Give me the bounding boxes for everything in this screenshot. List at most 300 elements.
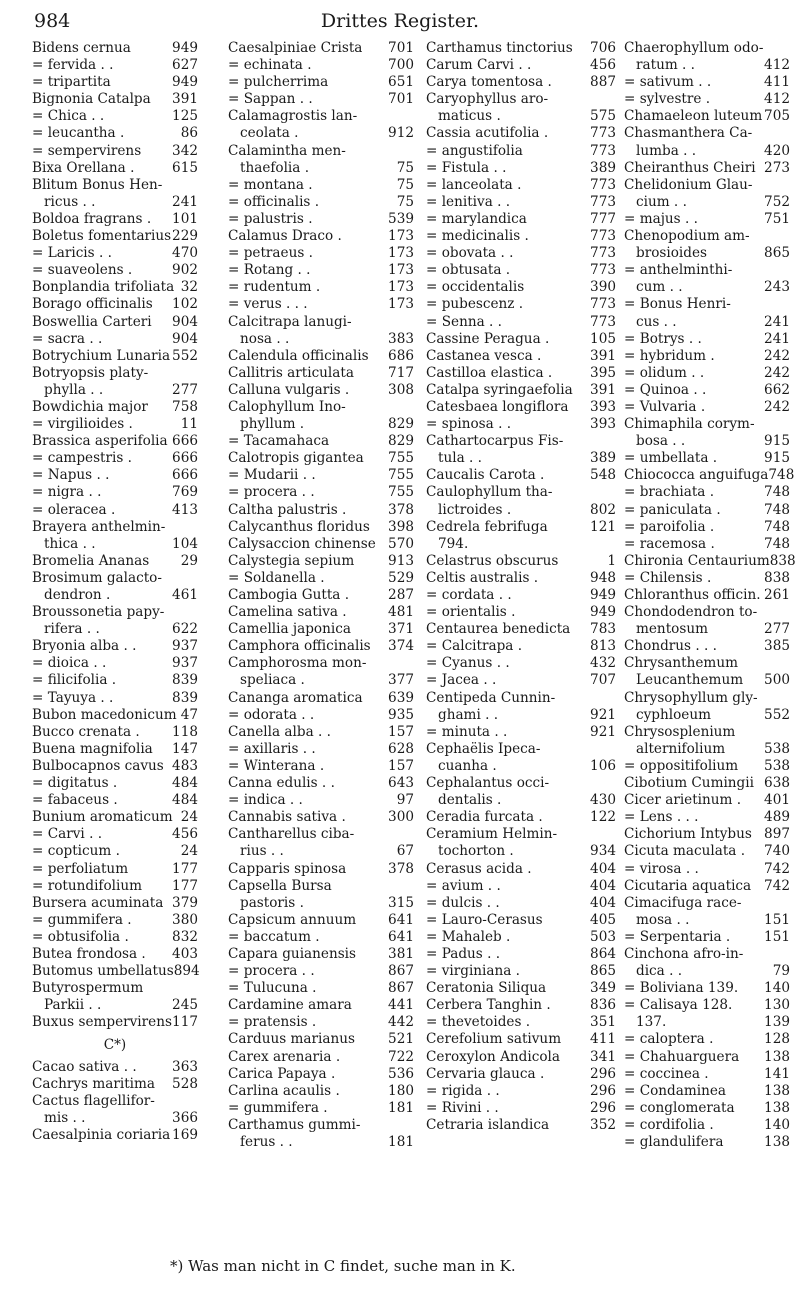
entry-term: Cicer arietinum .	[624, 792, 742, 809]
entry-term: Borago officinalis	[32, 296, 153, 313]
entry-term: Canella alba . .	[228, 723, 331, 740]
index-entry	[426, 980, 616, 997]
entry-page-number: 241	[764, 330, 790, 347]
index-entry	[426, 211, 616, 228]
entry-page-number: 169	[172, 1126, 198, 1143]
index-entry	[228, 91, 414, 108]
entry-page-number: 748	[764, 501, 790, 518]
entry-page-number: 802	[590, 501, 616, 518]
entry-page-number: 552	[764, 706, 790, 723]
entry-term: = sacra . .	[32, 330, 103, 347]
index-column-2	[228, 40, 414, 1151]
entry-page-number: 125	[172, 108, 198, 125]
index-entry	[624, 946, 790, 963]
index-entry	[426, 314, 616, 331]
entry-page-number: 1	[607, 552, 616, 569]
entry-page-number: 101	[172, 210, 198, 227]
entry-page-number: 484	[172, 792, 198, 809]
entry-page-number: 75	[396, 176, 414, 193]
index-entry	[426, 997, 616, 1014]
entry-term: mentosum	[636, 621, 708, 638]
index-entry	[32, 382, 198, 399]
index-entry	[426, 707, 616, 724]
entry-term: Cephalantus occi-	[426, 775, 550, 792]
entry-term: Cactus flagellifor-	[32, 1092, 155, 1109]
entry-page-number: 627	[172, 57, 198, 74]
entry-term: Butea frondosa .	[32, 945, 146, 962]
entry-term: = pubescenz .	[426, 296, 524, 313]
index-entry	[624, 1031, 790, 1048]
entry-page-number: 701	[388, 91, 414, 108]
index-entry	[426, 348, 616, 365]
entry-page-number: 470	[172, 245, 198, 262]
index-entry	[426, 946, 616, 963]
entry-page-number: 363	[172, 1058, 198, 1075]
entry-page-number: 740	[764, 843, 790, 860]
entry-term: Calysaccion chinense	[228, 535, 376, 552]
entry-page-number: 173	[388, 245, 414, 262]
index-entry	[32, 690, 198, 707]
index-entry	[624, 484, 790, 501]
entry-term: Bubon macedonicum	[32, 706, 177, 723]
index-entry	[624, 143, 790, 160]
entry-page-number: 117	[172, 1014, 198, 1031]
entry-term: = lanceolata .	[426, 176, 522, 193]
entry-term: = sylvestre .	[624, 91, 711, 108]
entry-term: lictroides .	[438, 501, 512, 518]
index-entry	[32, 826, 198, 843]
index-entry	[426, 861, 616, 878]
index-entry	[228, 177, 414, 194]
entry-term: = officinalis .	[228, 193, 320, 210]
index-entry	[624, 211, 790, 228]
index-entry	[624, 365, 790, 382]
index-entry	[624, 758, 790, 775]
index-entry	[228, 861, 414, 878]
entry-term: = oppositifolium	[624, 757, 739, 774]
index-entry	[228, 672, 414, 689]
entry-term: Cerasus acida .	[426, 860, 532, 877]
entry-term: Callitris articulata	[228, 364, 354, 381]
entry-term: = Vulvaria .	[624, 398, 706, 415]
index-entry	[228, 655, 414, 672]
index-entry	[624, 331, 790, 348]
entry-page-number: 829	[388, 433, 414, 450]
entry-page-number: 707	[590, 672, 616, 689]
entry-term: Calystegia sepium	[228, 552, 355, 569]
entry-page-number: 622	[172, 621, 198, 638]
entry-page-number: 489	[764, 809, 790, 826]
entry-page-number: 456	[590, 57, 616, 74]
entry-page-number: 948	[590, 569, 616, 586]
index-entry	[426, 1100, 616, 1117]
index-entry	[426, 621, 616, 638]
entry-term: Calendula officinalis	[228, 347, 369, 364]
index-entry	[624, 775, 790, 792]
entry-page-number: 287	[388, 587, 414, 603]
entry-page-number: 865	[764, 245, 790, 262]
entry-page-number: 141	[764, 1065, 790, 1082]
entry-term: = pratensis .	[228, 1014, 317, 1031]
entry-term: = sempervirens	[32, 142, 142, 159]
entry-term: = Calcitrapa .	[426, 638, 523, 655]
entry-term: Bixa Orellana .	[32, 159, 135, 176]
index-entry	[624, 108, 790, 125]
index-entry	[228, 467, 414, 484]
entry-page-number: 130	[764, 997, 790, 1014]
index-entry	[228, 108, 414, 125]
entry-page-number: 11	[180, 416, 198, 433]
entry-page-number: 484	[172, 775, 198, 792]
index-entry	[228, 228, 414, 245]
index-entry	[32, 194, 198, 211]
index-entry	[426, 143, 616, 160]
entry-page-number: 378	[388, 860, 414, 877]
entry-page-number: 921	[590, 706, 616, 723]
entry-term: phylla . .	[44, 381, 104, 398]
entry-page-number: 106	[590, 757, 616, 774]
entry-term: Bromelia Ananas	[32, 552, 150, 569]
entry-term: Bulbocapnos cavus	[32, 757, 164, 774]
entry-term: = marylandica	[426, 210, 527, 227]
entry-page-number: 420	[764, 142, 790, 159]
index-entry	[624, 57, 790, 74]
entry-page-number: 755	[388, 484, 414, 501]
index-entry	[426, 262, 616, 279]
index-entry	[624, 296, 790, 313]
entry-term: Carthamus gummi-	[228, 1116, 361, 1133]
entry-term: rius . .	[240, 843, 284, 860]
index-entry	[228, 348, 414, 365]
entry-term: = Boliviana 139.	[624, 980, 739, 997]
entry-page-number: 701	[388, 40, 414, 56]
entry-page-number: 173	[388, 262, 414, 279]
entry-page-number: 706	[590, 40, 616, 56]
entry-page-number: 838	[764, 569, 790, 586]
entry-page-number: 666	[172, 450, 198, 467]
entry-page-number: 949	[172, 40, 198, 56]
index-entry	[624, 724, 790, 741]
entry-term: Chrysanthemum	[624, 655, 738, 672]
index-entry	[426, 433, 616, 450]
entry-page-number: 121	[590, 518, 616, 535]
entry-term: = virgilioides .	[32, 416, 133, 433]
entry-term: Camphora officinalis	[228, 638, 371, 655]
entry-term: Bryonia alba . .	[32, 638, 137, 655]
entry-page-number: 177	[172, 877, 198, 894]
entry-term: thica . .	[44, 535, 96, 552]
entry-term: = Mahaleb .	[426, 928, 511, 945]
index-entry	[32, 741, 198, 758]
entry-term: = odorata . .	[228, 706, 315, 723]
footnote: *) Was man nicht in C findet, suche man in K.	[170, 1257, 516, 1275]
index-entry	[624, 348, 790, 365]
index-entry	[426, 467, 616, 484]
entry-page-number: 277	[172, 381, 198, 398]
entry-page-number: 937	[172, 655, 198, 672]
entry-page-number: 377	[388, 672, 414, 689]
entry-term: = cordata . .	[426, 587, 512, 603]
entry-term: = oleracea .	[32, 501, 116, 518]
entry-term: ghami . .	[438, 706, 499, 723]
entry-term: = paniculata .	[624, 501, 721, 518]
entry-term: = cordifolia .	[624, 1116, 714, 1133]
entry-term: = verus . . .	[228, 296, 308, 313]
entry-term: = Bonus Henri-	[624, 296, 731, 313]
index-column-4	[624, 40, 796, 1151]
index-entry	[624, 878, 790, 895]
entry-page-number: 32	[180, 279, 198, 296]
index-entry	[426, 279, 616, 296]
entry-term: = Condaminea	[624, 1082, 726, 1099]
entry-page-number: 378	[388, 501, 414, 518]
entry-page-number: 128	[764, 1031, 790, 1048]
index-entry	[426, 57, 616, 74]
entry-page-number: 403	[172, 945, 198, 962]
entry-page-number: 412	[764, 91, 790, 108]
entry-term: Castilloa elastica .	[426, 364, 553, 381]
entry-term: = indica . .	[228, 792, 303, 809]
index-entry	[32, 655, 198, 672]
entry-term: Bursera acuminata	[32, 894, 164, 911]
index-entry	[426, 519, 616, 536]
entry-term: lumba . .	[636, 142, 697, 159]
entry-page-number: 461	[172, 587, 198, 603]
entry-page-number: 383	[388, 330, 414, 347]
entry-term: Catesbaea longiflora	[426, 398, 569, 415]
entry-term: Cicuta maculata .	[624, 843, 746, 860]
entry-term: = filicifolia .	[32, 672, 117, 689]
index-entry	[426, 553, 616, 570]
index-entry	[228, 450, 414, 467]
entry-term: cuanha .	[438, 757, 497, 774]
index-entry	[228, 638, 414, 655]
entry-term: mis . .	[44, 1109, 86, 1126]
entry-term: Butyrospermum	[32, 980, 144, 997]
index-entry	[426, 1066, 616, 1083]
index-entry	[426, 382, 616, 399]
entry-page-number: 748	[764, 484, 790, 501]
index-entry	[228, 912, 414, 929]
index-entry	[32, 502, 198, 519]
entry-page-number: 67	[396, 843, 414, 860]
entry-page-number: 528	[172, 1075, 198, 1092]
entry-term: Cedrela febrifuga	[426, 518, 548, 535]
entry-term: Cephaëlis Ipeca-	[426, 740, 541, 757]
entry-term: = Winterana .	[228, 757, 325, 774]
entry-term: = brachiata .	[624, 484, 715, 501]
index-entry	[624, 570, 790, 587]
entry-page-number: 24	[180, 843, 198, 860]
entry-page-number: 442	[388, 1014, 414, 1031]
entry-term: C*)	[103, 1037, 127, 1054]
entry-page-number: 638	[764, 775, 790, 792]
entry-page-number: 839	[172, 672, 198, 689]
index-entry	[32, 809, 198, 826]
entry-page-number: 412	[764, 57, 790, 74]
entry-page-number: 47	[180, 706, 198, 723]
entry-page-number: 867	[388, 963, 414, 980]
entry-page-number: 352	[590, 1116, 616, 1133]
index-entry	[426, 912, 616, 929]
entry-page-number: 147	[172, 740, 198, 757]
entry-term: Ceroxylon Andicola	[426, 1048, 560, 1065]
entry-page-number: 937	[172, 638, 198, 655]
entry-page-number: 615	[172, 159, 198, 176]
entry-page-number: 138	[764, 1082, 790, 1099]
index-entry	[228, 40, 414, 57]
index-entry	[228, 553, 414, 570]
index-entry	[624, 382, 790, 399]
entry-page-number: 666	[172, 467, 198, 484]
index-entry	[426, 245, 616, 262]
index-entry	[624, 621, 790, 638]
index-entry	[426, 74, 616, 91]
entry-term: = minuta . .	[426, 723, 508, 740]
entry-term: Buxus sempervirens	[32, 1014, 172, 1031]
entry-page-number: 539	[388, 210, 414, 227]
entry-term: pastoris .	[240, 894, 304, 911]
index-entry	[228, 980, 414, 997]
index-entry	[624, 604, 790, 621]
index-entry	[32, 878, 198, 895]
entry-page-number: 865	[590, 963, 616, 980]
index-entry	[228, 416, 414, 433]
entry-page-number: 308	[388, 381, 414, 398]
index-entry	[228, 604, 414, 621]
entry-page-number: 839	[172, 689, 198, 706]
index-entry	[624, 843, 790, 860]
entry-page-number: 773	[590, 245, 616, 262]
entry-page-number: 79	[772, 963, 790, 980]
index-entry	[426, 878, 616, 895]
entry-term: Cananga aromatica	[228, 689, 363, 706]
entry-page-number: 29	[180, 552, 198, 569]
entry-term: Ceradia furcata .	[426, 809, 543, 826]
entry-term: = Tacamahaca	[228, 433, 330, 450]
index-entry	[228, 279, 414, 296]
entry-term: = Chica . .	[32, 108, 105, 125]
entry-term: Cicutaria aquatica	[624, 877, 752, 894]
index-entry	[228, 792, 414, 809]
index-entry	[624, 672, 790, 689]
entry-page-number: 481	[388, 604, 414, 621]
index-entry	[426, 502, 616, 519]
entry-term: = angustifolia	[426, 142, 523, 159]
entry-page-number: 575	[590, 108, 616, 125]
index-entry	[624, 433, 790, 450]
index-entry	[228, 724, 414, 741]
entry-term: Carduus marianus	[228, 1031, 355, 1048]
index-entry	[426, 194, 616, 211]
entry-page-number: 404	[590, 894, 616, 911]
entry-term: Chasmanthera Ca-	[624, 125, 753, 142]
index-entry	[32, 536, 198, 553]
entry-term: Caesalpinia coriaria	[32, 1126, 171, 1143]
entry-page-number: 717	[388, 364, 414, 381]
entry-term: Cachrys maritima	[32, 1075, 155, 1092]
entry-term: ceolata .	[240, 125, 299, 142]
entry-term: = Rivini . .	[426, 1099, 499, 1116]
entry-term: Capparis spinosa	[228, 860, 347, 877]
entry-term: Cannabis sativa .	[228, 809, 346, 826]
entry-page-number: 404	[590, 877, 616, 894]
index-entry	[426, 587, 616, 604]
index-entry	[624, 40, 790, 57]
index-entry	[426, 40, 616, 57]
entry-page-number: 86	[180, 125, 198, 142]
index-entry	[32, 228, 198, 245]
entry-page-number: 777	[590, 210, 616, 227]
entry-term: = pulcherrima	[228, 74, 329, 91]
entry-page-number: 105	[590, 330, 616, 347]
entry-term: = Cyanus . .	[426, 655, 510, 672]
entry-term: Brosimum galacto-	[32, 569, 162, 586]
entry-term: Botrychium Lunaria	[32, 347, 171, 364]
index-entry	[228, 399, 414, 416]
entry-term: Carex arenaria .	[228, 1048, 341, 1065]
entry-term: Cimacifuga race-	[624, 894, 742, 911]
entry-term: Chimaphila corym-	[624, 416, 755, 433]
entry-term: ratum . .	[636, 57, 695, 74]
entry-term: rifera . .	[44, 621, 100, 638]
index-entry	[32, 211, 198, 228]
index-entry	[32, 177, 198, 194]
entry-page-number: 75	[396, 193, 414, 210]
index-entry	[228, 775, 414, 792]
index-entry	[426, 690, 616, 707]
entry-page-number: 686	[388, 347, 414, 364]
entry-page-number: 773	[590, 193, 616, 210]
index-entry	[228, 707, 414, 724]
entry-page-number: 912	[388, 125, 414, 142]
index-entry	[624, 467, 795, 484]
index-entry	[228, 758, 414, 775]
entry-page-number: 456	[172, 826, 198, 843]
index-entry	[32, 450, 198, 467]
entry-page-number: 758	[172, 398, 198, 415]
entry-page-number: 748	[768, 467, 795, 484]
index-entry	[624, 741, 790, 758]
entry-page-number: 180	[388, 1082, 414, 1099]
index-entry	[624, 552, 796, 570]
entry-term: = copticum .	[32, 843, 120, 860]
index-entry	[228, 843, 414, 860]
index-entry	[426, 758, 616, 775]
index-entry	[228, 262, 414, 279]
entry-term: Centipeda Cunnin-	[426, 689, 556, 706]
entry-page-number: 783	[590, 621, 616, 638]
entry-term: = virginiana .	[426, 963, 520, 980]
entry-term: Camphorosma mon-	[228, 655, 367, 672]
entry-page-number: 181	[388, 1099, 414, 1116]
entry-page-number: 773	[590, 262, 616, 279]
index-entry	[426, 125, 616, 142]
entry-term: Chelidonium Glau-	[624, 176, 753, 193]
entry-term: = anthelminthi-	[624, 262, 733, 279]
entry-page-number: 390	[590, 279, 616, 296]
entry-page-number: 398	[388, 518, 414, 535]
entry-term: = gummifera .	[228, 1099, 328, 1116]
index-entry	[32, 1059, 198, 1076]
entry-page-number: 411	[764, 74, 790, 91]
entry-term: = Botrys . .	[624, 330, 702, 347]
index-entry	[624, 502, 790, 519]
index-entry	[32, 861, 198, 878]
entry-term: = echinata .	[228, 57, 312, 74]
entry-page-number: 935	[388, 706, 414, 723]
entry-term: = procera . .	[228, 484, 315, 501]
